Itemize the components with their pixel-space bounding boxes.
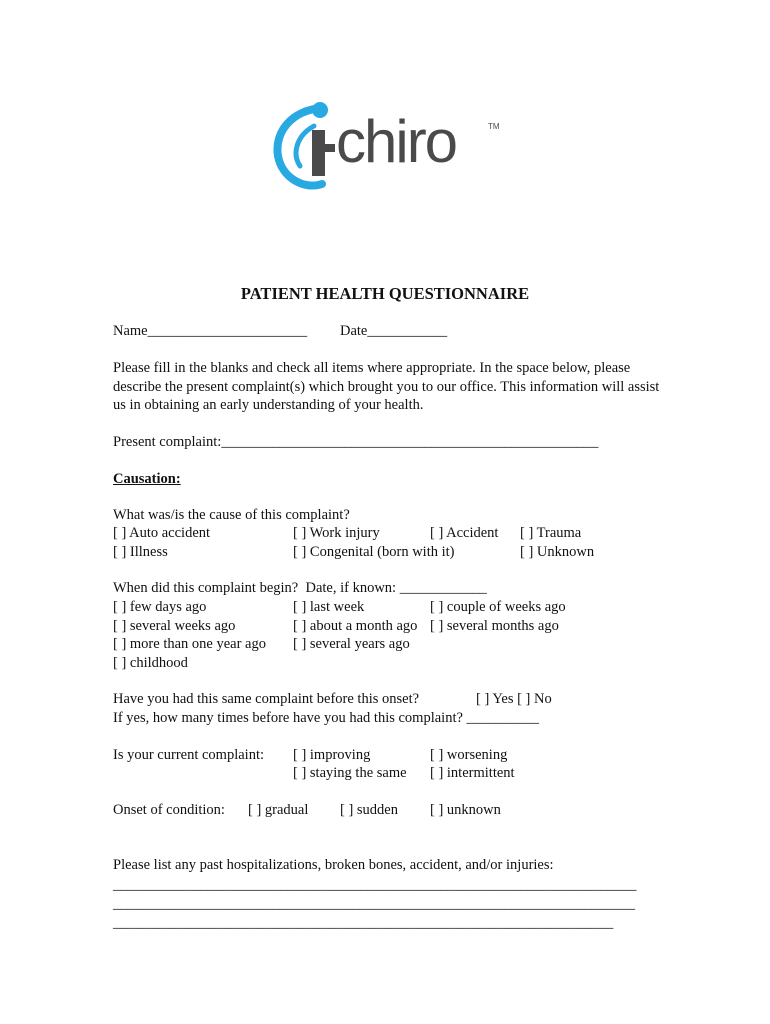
checkbox-several-years[interactable]: [ ] several years ago (293, 636, 410, 652)
logo-wordmark: chiro (336, 108, 457, 175)
checkbox-cause-unknown[interactable]: [ ] Unknown (520, 544, 595, 560)
checkbox-few-days-ago[interactable]: [ ] few days ago (113, 599, 207, 615)
checkbox-illness[interactable]: [ ] Illness (113, 544, 168, 560)
instructions-paragraph: Please fill in the blanks and check all items where appropriate. In the space below, please describe the present complaint(s) which brought you to our office. This information will assist us in obtaining an early understanding of your health. (113, 360, 660, 413)
checkbox-congenital[interactable]: [ ] Congenital (born with it) (293, 544, 455, 560)
checkbox-auto-accident[interactable]: [ ] Auto accident (113, 525, 211, 541)
checkbox-staying-same[interactable]: [ ] staying the same (293, 765, 407, 781)
page-title: PATIENT HEALTH QUESTIONNAIRE (240, 284, 530, 303)
checkbox-improving[interactable]: [ ] improving (293, 747, 371, 763)
causation-heading: Causation: (113, 471, 181, 487)
checkbox-accident[interactable]: [ ] Accident (430, 525, 499, 541)
checkbox-month-ago[interactable]: [ ] about a month ago (293, 618, 418, 634)
checkbox-sudden[interactable]: [ ] sudden (340, 802, 398, 818)
past-injuries-line-2[interactable]: ________________________________________________________________________ (113, 896, 635, 912)
past-injuries-line-1[interactable]: ________________________________________________________________________ (113, 877, 637, 893)
checkbox-several-months[interactable]: [ ] several months ago (430, 618, 559, 634)
checkbox-intermittent[interactable]: [ ] intermittent (430, 765, 515, 781)
present-complaint-field[interactable]: Present complaint:____________________________________________________ (113, 434, 599, 450)
checkbox-trauma[interactable]: [ ] Trauma (520, 525, 582, 541)
checkbox-couple-weeks[interactable]: [ ] couple of weeks ago (430, 599, 566, 615)
begin-question: When did this complaint begin? Date, if known: ____________ (113, 580, 487, 596)
checkbox-several-weeks[interactable]: [ ] several weeks ago (113, 618, 236, 634)
date-field[interactable]: Date___________ (340, 323, 448, 339)
onset-label: Onset of condition: (113, 802, 225, 818)
how-many-times-field[interactable]: If yes, how many times before have you had this complaint? __________ (113, 710, 540, 726)
checkbox-yes-no[interactable]: [ ] Yes [ ] No (476, 691, 552, 707)
checkbox-onset-unknown[interactable]: [ ] unknown (430, 802, 501, 818)
checkbox-more-than-year[interactable]: [ ] more than one year ago (113, 636, 266, 652)
current-complaint-label: Is your current complaint: (113, 747, 264, 763)
past-injuries-line-3[interactable]: _____________________________________________________________________ (113, 915, 614, 931)
ichiro-logo (270, 96, 510, 196)
checkbox-childhood[interactable]: [ ] childhood (113, 655, 188, 671)
name-field[interactable]: Name______________________ (113, 323, 308, 339)
logo-trademark: TM (488, 122, 500, 131)
before-question: Have you had this same complaint before this onset? (113, 691, 420, 707)
checkbox-worsening[interactable]: [ ] worsening (430, 747, 508, 763)
checkbox-last-week[interactable]: [ ] last week (293, 599, 365, 615)
causation-question: What was/is the cause of this complaint? (113, 507, 350, 523)
checkbox-gradual[interactable]: [ ] gradual (248, 802, 309, 818)
past-injuries-question: Please list any past hospitalizations, broken bones, accident, and/or injuries: (113, 857, 554, 873)
checkbox-work-injury[interactable]: [ ] Work injury (293, 525, 380, 541)
